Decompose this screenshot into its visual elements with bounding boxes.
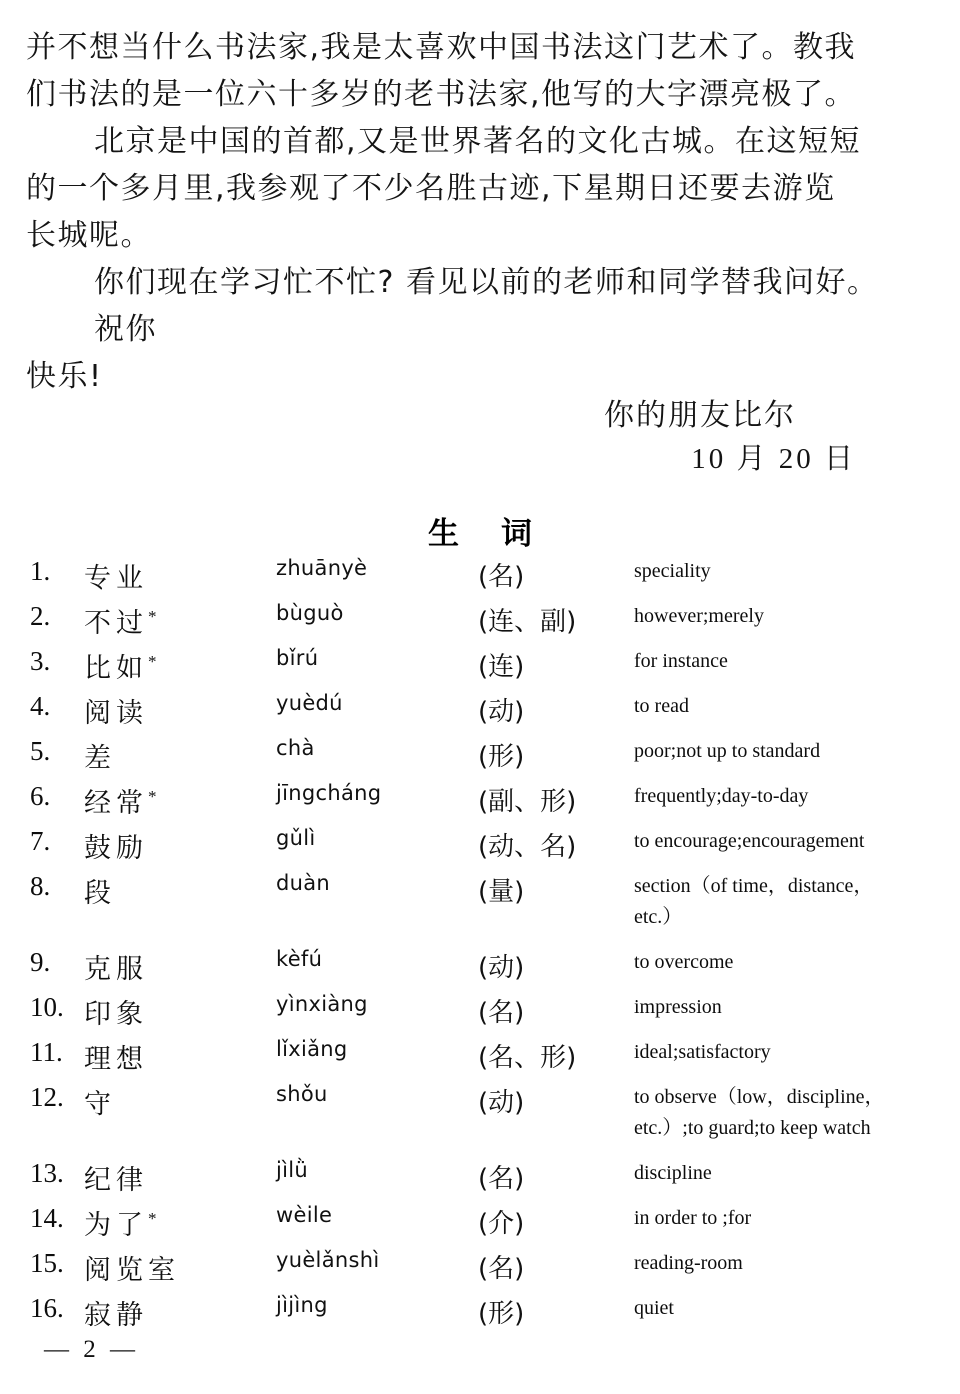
entry-pinyin: yuèdú [276,691,343,715]
entry-part-of-speech: (连、副) [478,607,577,637]
entry-word-text: 经常 [84,788,148,819]
entry-part-of-speech: (名、形) [478,1043,577,1073]
entry-chinese-word [84,691,148,730]
letter-line: 北京是中国的首都,又是世界著名的文化古城。在这短短 [94,124,862,159]
entry-definition-line: however;merely [634,605,764,627]
entry-chinese-word [84,1203,157,1242]
entry-definition-line: to overcome [634,951,734,973]
vocabulary-entry [0,1293,960,1338]
entry-definition [634,871,954,933]
entry-asterisk-marker: * [148,652,157,671]
entry-definition [634,691,954,722]
entry-definition [634,1203,954,1234]
entry-word-text: 比如 [84,653,148,684]
entry-word-text: 不过 [84,608,148,639]
entry-pinyin: zhuānyè [276,556,368,580]
entry-pinyin: chà [276,736,315,760]
signature-date: 10 月 20 日 [691,443,856,475]
entry-part-of-speech: (介) [478,1209,525,1239]
entry-number: 7. [30,826,51,856]
letter-line: 祝你 [94,312,157,347]
entry-word-text: 段 [84,878,116,909]
vocabulary-entry [0,826,960,871]
entry-number: 16. [30,1293,64,1323]
entry-chinese-word [84,1037,148,1076]
entry-chinese-word [84,781,157,820]
vocabulary-entry [0,1158,960,1203]
entry-definition [634,1293,954,1324]
entry-chinese-word [84,947,148,986]
entry-definition-line: reading-room [634,1252,743,1274]
entry-part-of-speech: (副、形) [478,787,577,817]
page-title: 生词 [428,516,574,552]
signature-name: 你的朋友比尔 [604,398,796,433]
vocabulary-entry [0,691,960,736]
entry-number: 6. [30,781,51,811]
vocabulary-entry [0,556,960,601]
entry-definition [634,826,954,857]
entry-pinyin: bǐrú [276,646,319,670]
entry-pinyin: jìjìng [276,1293,328,1317]
letter-line: 你们现在学习忙不忙? 看见以前的老师和同学替我问好。 [94,265,879,300]
entry-definition-line: impression [634,996,722,1018]
entry-definition-line: etc.） [634,906,683,928]
entry-definition-line: to observe（low，discipline， [634,1086,885,1108]
entry-pinyin: bùguò [276,601,344,625]
entry-word-text: 阅览室 [84,1255,180,1286]
vocabulary-entry [0,947,960,992]
entry-number: 13. [30,1158,64,1188]
entry-number: 3. [30,646,51,676]
entry-part-of-speech: (动) [478,953,525,983]
vocabulary-entry [0,1037,960,1082]
letter-line: 长城呢。 [26,218,152,253]
vocabulary-entry [0,1082,960,1158]
entry-definition-line: to encourage;encouragement [634,830,865,852]
entry-part-of-speech: (名) [478,1254,525,1284]
entry-pinyin: yìnxiàng [276,992,368,1016]
entry-definition [634,1037,954,1068]
entry-chinese-word [84,1248,180,1287]
letter-line: 们书法的是一位六十多岁的老书法家,他写的大字漂亮极了。 [26,77,857,112]
vocabulary-entry [0,646,960,691]
entry-chinese-word [84,871,116,910]
entry-definition [634,556,954,587]
entry-number: 9. [30,947,51,977]
entry-word-text: 鼓励 [84,833,148,864]
entry-part-of-speech: (动) [478,1088,525,1118]
vocabulary-entry [0,781,960,826]
entry-number: 14. [30,1203,64,1233]
entry-definition [634,992,954,1023]
entry-part-of-speech: (名) [478,998,525,1028]
page-number: — 2 — [44,1336,139,1363]
entry-definition [634,1248,954,1279]
entry-definition [634,601,954,632]
entry-word-text: 理想 [84,1044,148,1075]
entry-pinyin: yuèlǎnshì [276,1248,380,1272]
entry-definition [634,947,954,978]
entry-asterisk-marker: * [148,607,157,626]
entry-chinese-word [84,992,148,1031]
entry-definition [634,1158,954,1189]
entry-chinese-word [84,646,157,685]
entry-definition [634,1082,954,1144]
entry-definition-line: quiet [634,1297,674,1319]
entry-pinyin: wèile [276,1203,333,1227]
entry-number: 1. [30,556,51,586]
vocabulary-entry [0,601,960,646]
entry-definition [634,646,954,677]
entry-chinese-word [84,1082,116,1121]
entry-chinese-word [84,556,148,595]
entry-definition [634,781,954,812]
entry-pinyin: lǐxiǎng [276,1037,348,1061]
vocabulary-entry [0,1203,960,1248]
entry-definition-line: frequently;day-to-day [634,785,809,807]
entry-definition-line: section（of time，distance， [634,875,874,897]
entry-pinyin: shǒu [276,1082,328,1106]
entry-word-text: 寂静 [84,1300,148,1331]
entry-number: 5. [30,736,51,766]
entry-number: 2. [30,601,51,631]
entry-chinese-word [84,736,116,775]
letter-line: 并不想当什么书法家,我是太喜欢中国书法这门艺术了。教我 [26,30,857,65]
vocabulary-list [0,556,960,1338]
entry-number: 4. [30,691,51,721]
entry-word-text: 印象 [84,999,148,1030]
vocabulary-entry [0,736,960,781]
entry-part-of-speech: (形) [478,1299,525,1329]
entry-chinese-word [84,1293,148,1332]
entry-definition-line: in order to ;for [634,1207,752,1229]
entry-word-text: 纪律 [84,1165,148,1196]
entry-definition-line: etc.）;to guard;to keep watch [634,1117,871,1139]
entry-asterisk-marker: * [148,787,157,806]
entry-part-of-speech: (名) [478,1164,525,1194]
entry-number: 11. [30,1037,63,1067]
entry-pinyin: gǔlì [276,826,316,850]
letter-line: 快乐! [26,359,103,394]
entry-part-of-speech: (连) [478,652,525,682]
entry-asterisk-marker: * [148,1209,157,1228]
entry-word-text: 专业 [84,563,148,594]
entry-definition-line: poor;not up to standard [634,740,821,762]
entry-definition-line: discipline [634,1162,712,1184]
entry-word-text: 差 [84,743,116,774]
entry-chinese-word [84,601,157,640]
entry-part-of-speech: (动、名) [478,832,577,862]
entry-definition-line: ideal;satisfactory [634,1041,771,1063]
entry-chinese-word [84,1158,148,1197]
entry-word-text: 为了 [84,1210,148,1241]
entry-definition-line: speciality [634,560,711,582]
signature-block [0,396,904,482]
entry-number: 15. [30,1248,64,1278]
entry-word-text: 克服 [84,954,148,985]
entry-pinyin: kèfú [276,947,323,971]
vocabulary-entry [0,1248,960,1293]
vocabulary-entry [0,871,960,947]
entry-word-text: 守 [84,1089,116,1120]
entry-number: 12. [30,1082,64,1112]
letter-body [26,24,934,400]
entry-definition-line: to read [634,695,689,717]
entry-part-of-speech: (名) [478,562,525,592]
entry-part-of-speech: (量) [478,877,525,907]
entry-chinese-word [84,826,148,865]
entry-number: 10. [30,992,64,1022]
vocabulary-entry [0,992,960,1037]
entry-part-of-speech: (动) [478,697,525,727]
entry-pinyin: jìlǜ [276,1158,309,1182]
entry-word-text: 阅读 [84,698,148,729]
entry-definition [634,736,954,767]
entry-pinyin: jīngcháng [276,781,382,805]
entry-number: 8. [30,871,51,901]
entry-part-of-speech: (形) [478,742,525,772]
entry-definition-line: for instance [634,650,728,672]
letter-line: 的一个多月里,我参观了不少名胜古迹,下星期日还要去游览 [26,171,836,206]
entry-pinyin: duàn [276,871,331,895]
